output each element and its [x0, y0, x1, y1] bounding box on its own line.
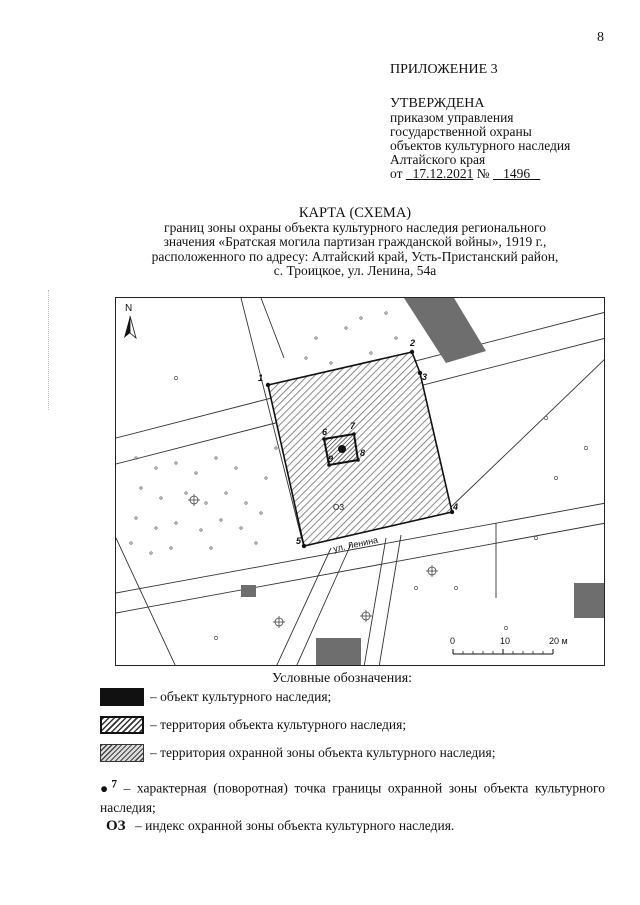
legend-title: Условные обозначения: [272, 671, 413, 686]
map-frame [115, 297, 605, 666]
north-label: N [125, 303, 133, 314]
legend-text: – объект культурного наследия; [150, 689, 332, 704]
legend-text: – территория объекта культурного наследия; [150, 717, 407, 732]
approval-date-line [390, 167, 570, 181]
legend-text: – индекс охранной зоны объекта культурного наследия. [134, 818, 455, 833]
scale-label-0: 0 [450, 636, 456, 646]
building [404, 298, 486, 363]
approval-line-4: Алтайского края [390, 152, 486, 167]
oz-symbol: ОЗ [106, 818, 126, 834]
approval-title: УТВЕРЖДЕНА [390, 96, 485, 111]
map-title-line-3: значения «Братская могила партизан гражданской войны», 1919 г., [163, 234, 547, 249]
legend-swatch-hatch-dense [100, 716, 144, 734]
building [574, 583, 605, 618]
approval-date: 17.12.2021 [412, 166, 474, 181]
page-number: 8 [597, 30, 604, 45]
building [241, 585, 256, 597]
point-label: 5 [296, 536, 302, 546]
appendix-label: ПРИЛОЖЕНИЕ 3 [390, 62, 498, 77]
approval-line-2: государственной охраны [390, 124, 532, 139]
legend-text: – характерная (поворотная) точка границы охранной зоны объекта культурного наследия; [100, 780, 605, 815]
point-label: 2 [410, 338, 416, 348]
legend-item-zone [100, 744, 495, 762]
map-svg [116, 298, 605, 666]
map-title-line-5: с. Троицкое, ул. Ленина, 54а [273, 263, 437, 278]
margin-mark [48, 290, 50, 410]
legend-item-point [100, 775, 605, 817]
number-prefix: № [476, 166, 490, 181]
legend-swatch-hatch-zone [100, 744, 144, 762]
scale-label-10: 10 [500, 636, 511, 646]
legend-item-territory [100, 716, 406, 734]
legend-text: – территория охранной зоны объекта культурного наследия; [150, 745, 496, 760]
scale-bar [450, 636, 568, 654]
street-label: ул. Ленина [332, 534, 379, 554]
point-label: 6 [322, 427, 328, 437]
point-label: 4 [453, 502, 459, 512]
building [316, 638, 361, 666]
legend-swatch-black [100, 688, 144, 706]
map-title [120, 206, 590, 279]
approval-line-1: приказом управления [390, 110, 514, 125]
legend-item-oz [106, 818, 454, 835]
point-label: 8 [360, 448, 366, 458]
map-title-line-4: расположенного по адресу: Алтайский край, Усть-Пристанский район, [151, 248, 559, 264]
point-symbol: ●$^7$ [100, 778, 117, 796]
zone-index-label: ОЗ [333, 503, 345, 512]
point-label: 1 [258, 373, 264, 383]
approval-line-3: объектов культурного наследия [390, 138, 571, 153]
date-prefix: от [390, 166, 403, 181]
point-label: 9 [328, 454, 334, 464]
map-title-line-2: границ зоны охраны объекта культурного наследия регионального [164, 219, 546, 235]
point-symbol-number: 7 [111, 778, 117, 790]
approval-block [390, 97, 570, 181]
map-title-line-1: КАРТА (СХЕМА) [298, 205, 412, 221]
point-label: 7 [350, 421, 356, 431]
north-arrow-icon [124, 303, 136, 338]
cultural-object [338, 445, 346, 453]
scale-label-20: 20 м [549, 636, 568, 646]
legend-item-object [100, 688, 331, 706]
point-label: 3 [422, 372, 428, 382]
approval-number: 1496 [503, 166, 531, 181]
